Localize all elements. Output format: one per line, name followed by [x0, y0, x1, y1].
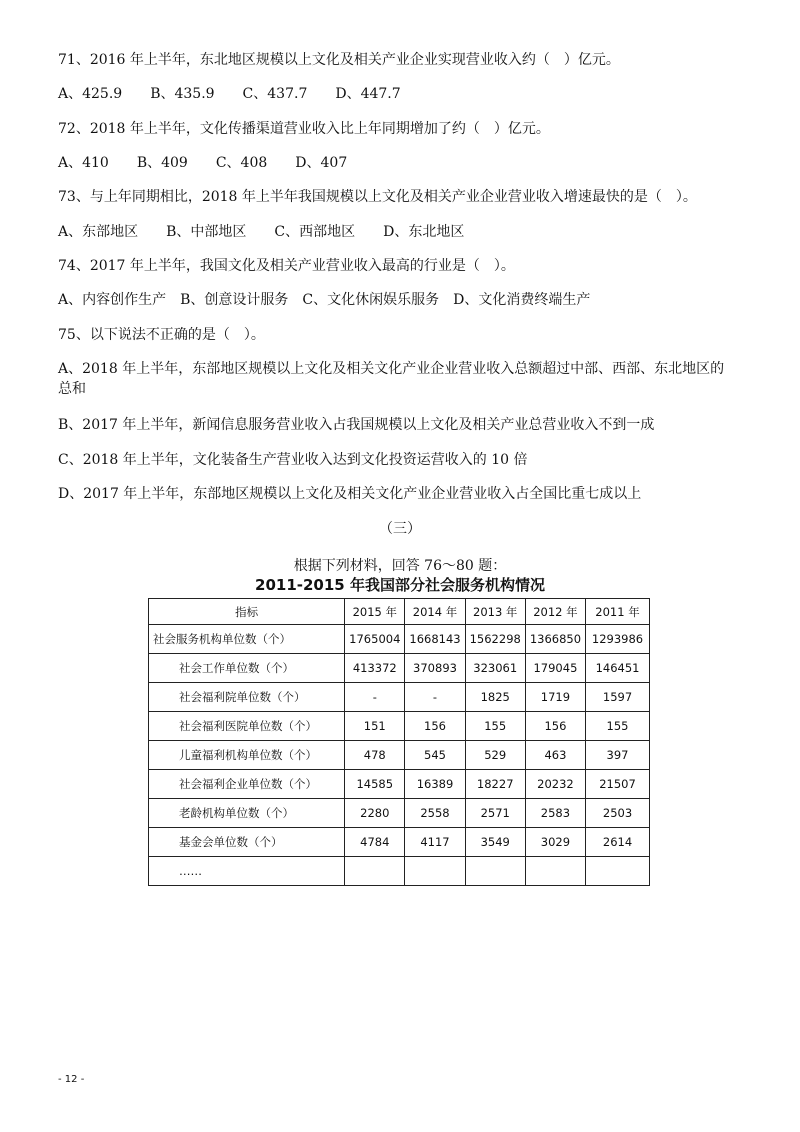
table-cell: 18227 [465, 770, 525, 799]
table-row [149, 741, 650, 770]
question-75: 75、以下说法不正确的是（ ）。 [58, 327, 265, 343]
table-cell: 529 [465, 741, 525, 770]
table-cell: 1668143 [405, 625, 465, 654]
table-cell: 155 [586, 712, 650, 741]
table-cell: 323061 [465, 654, 525, 683]
question-75-option-c: C、2018 年上半年，文化装备生产营业收入达到文化投资运营收入的 10 倍 [58, 452, 528, 468]
table-cell: 478 [345, 741, 405, 770]
table-cell: 4117 [405, 828, 465, 857]
table-cell: 370893 [405, 654, 465, 683]
table-cell: 21507 [586, 770, 650, 799]
table-row-label: 基金会单位数（个） [149, 828, 345, 857]
table-cell: 397 [586, 741, 650, 770]
table-row-label: 社会工作单位数（个） [149, 654, 345, 683]
table-cell: 156 [525, 712, 585, 741]
table-row-label: 社会服务机构单位数（个） [149, 625, 345, 654]
table-header-cell: 2013 年 [465, 599, 525, 625]
table-row [149, 712, 650, 741]
table-cell: 545 [405, 741, 465, 770]
table-cell: 1825 [465, 683, 525, 712]
table-cell: 146451 [586, 654, 650, 683]
table-cell [345, 857, 405, 886]
table-cell: 2558 [405, 799, 465, 828]
table-header-cell: 2012 年 [525, 599, 585, 625]
question-71: 71、2016 年上半年，东北地区规模以上文化及相关产业企业实现营业收入约（ ）亿元。 [58, 52, 620, 68]
table-cell: 155 [465, 712, 525, 741]
question-73-options: A、东部地区 B、中部地区 C、西部地区 D、东北地区 [58, 224, 465, 240]
table-header-row [149, 599, 650, 625]
table-intro: 根据下列材料，回答 76～80 题： [293, 558, 507, 574]
table-row [149, 799, 650, 828]
question-72: 72、2018 年上半年，文化传播渠道营业收入比上年同期增加了约（ ）亿元。 [58, 121, 550, 137]
table-cell: 2614 [586, 828, 650, 857]
table-cell: 14585 [345, 770, 405, 799]
question-73: 73、与上年同期相比，2018 年上半年我国规模以上文化及相关产业企业营业收入增速最快的是（ ）。 [58, 189, 697, 205]
question-71-options: A、425.9 B、435.9 C、437.7 D、447.7 [58, 86, 401, 102]
page-number: - 12 - [58, 1074, 85, 1085]
table-cell: 1765004 [345, 625, 405, 654]
table-cell: 20232 [525, 770, 585, 799]
table-cell: 151 [345, 712, 405, 741]
table-cell: 1562298 [465, 625, 525, 654]
table-cell: 2280 [345, 799, 405, 828]
question-75-option-d: D、2017 年上半年，东部地区规模以上文化及相关文化产业企业营业收入占全国比重七成以上 [58, 486, 642, 502]
table-cell: 3549 [465, 828, 525, 857]
table-cell: 2503 [586, 799, 650, 828]
table-row [149, 683, 650, 712]
table-title: 2011-2015 年我国部分社会服务机构情况 [255, 576, 545, 594]
section-heading: （三） [379, 521, 421, 537]
table-header-cell: 2011 年 [586, 599, 650, 625]
table-cell: 2571 [465, 799, 525, 828]
table-header-cell: 2015 年 [345, 599, 405, 625]
data-table [148, 598, 650, 886]
table-cell: - [405, 683, 465, 712]
table-cell [525, 857, 585, 886]
table-cell: - [345, 683, 405, 712]
table-header-cell: 指标 [149, 599, 345, 625]
table-header-cell: 2014 年 [405, 599, 465, 625]
table-cell [465, 857, 525, 886]
table-row [149, 857, 650, 886]
question-74-options: A、内容创作生产 B、创意设计服务 C、文化休闲娱乐服务 D、文化消费终端生产 [58, 292, 591, 308]
table-cell: 2583 [525, 799, 585, 828]
table-cell: 4784 [345, 828, 405, 857]
table-row-label: 儿童福利机构单位数（个） [149, 741, 345, 770]
table-cell: 413372 [345, 654, 405, 683]
question-75-option-b: B、2017 年上半年，新闻信息服务营业收入占我国规模以上文化及相关产业总营业收入不到一成 [58, 417, 655, 433]
table-row [149, 770, 650, 799]
question-72-options: A、410 B、409 C、408 D、407 [58, 155, 348, 171]
table-row [149, 625, 650, 654]
table-row-label: 老龄机构单位数（个） [149, 799, 345, 828]
table-row-label: 社会福利企业单位数（个） [149, 770, 345, 799]
table-cell [405, 857, 465, 886]
table-row-label: …… [149, 857, 345, 886]
table-row [149, 828, 650, 857]
table-cell: 16389 [405, 770, 465, 799]
table-cell [586, 857, 650, 886]
table-cell: 463 [525, 741, 585, 770]
table-row-label: 社会福利院单位数（个） [149, 683, 345, 712]
question-74: 74、2017 年上半年，我国文化及相关产业营业收入最高的行业是（ ）。 [58, 258, 515, 274]
question-75-option-a: A、2018 年上半年，东部地区规模以上文化及相关文化产业企业营业收入总额超过中部、西部、东北地区的总和 [58, 361, 725, 397]
table-cell: 1719 [525, 683, 585, 712]
table-cell: 156 [405, 712, 465, 741]
table-cell: 1597 [586, 683, 650, 712]
table-cell: 179045 [525, 654, 585, 683]
table-row [149, 654, 650, 683]
table-row-label: 社会福利医院单位数（个） [149, 712, 345, 741]
table-cell: 1366850 [525, 625, 585, 654]
table-cell: 1293986 [586, 625, 650, 654]
table-cell: 3029 [525, 828, 585, 857]
